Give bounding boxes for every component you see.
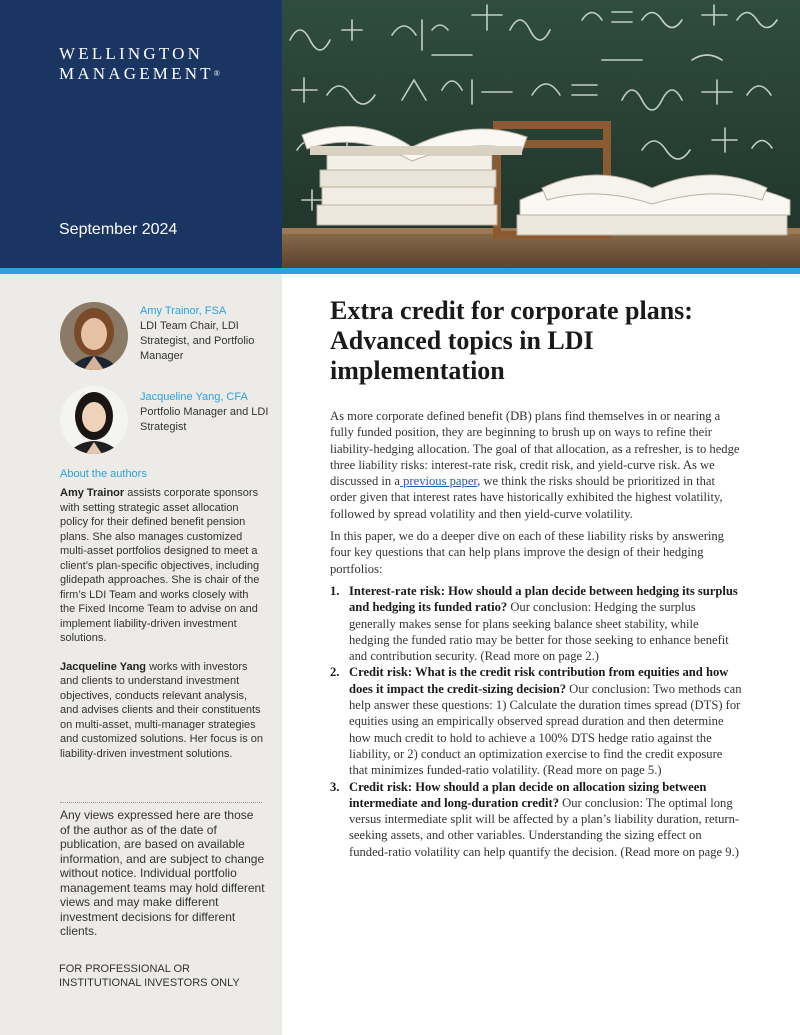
question-text: Credit risk: What is the credit risk contribution from equities and how does it impact the credit-sizing decision?	[349, 665, 729, 696]
header	[0, 0, 800, 268]
disclaimer: Any views expressed here are those of the author as of the date of publication, are based on available information, and are subject to change without notice. Individual portfolio management teams may hold different views and may make different investment decisions for different clients.	[60, 808, 265, 938]
article-body	[330, 408, 742, 860]
professional-investors-notice	[59, 962, 240, 990]
bio-text: assists corporate sponsors with setting strategic asset allocation policy for their defined benefit pension plans. She also manages customized multi-asset portfolios designed to meet a client’s plan-specific objectives, including glidepath approaches. She is chair of the firm’s LDI Team and works closely with the Fixed Income Team to advise on and implement liability-driven investment solutions.	[60, 487, 260, 644]
question-text: Interest-rate risk: How should a plan decide between hedging its surplus and hedging its funded ratio?	[349, 583, 738, 615]
author-name: Jacqueline Yang, CFA	[140, 391, 248, 403]
registered-mark: ®	[213, 69, 220, 78]
intro-text-continued: , we think the risks should be prioritized in that order given that interest rates have historically exhibited the highest volatility, followed by spread volatility and then yield-curve volatility.	[330, 474, 723, 521]
question-text: Credit risk: How should a plan decide on allocation sizing between intermediate and long-duration credit?	[349, 779, 707, 810]
wellington-logo	[59, 44, 220, 84]
about-authors-body	[60, 486, 266, 775]
list-item	[330, 779, 742, 860]
bio-text: works with investors and clients to understand investment objectives, conducts relevant analysis, and advises clients and their constituents on multi-asset, multi-manager strategies and customized solutions. Her focus is on liability-driven investment solutions.	[60, 660, 263, 760]
list-item	[330, 664, 742, 778]
sidebar-divider	[60, 802, 262, 803]
author-role: LDI Team Chair, LDI Strategist, and Portfolio Manager	[140, 320, 255, 362]
item-number: 1.	[330, 583, 340, 598]
header-brand-panel	[0, 0, 282, 268]
answer-text: Our conclusion: Two methods can help answer these questions: 1) Calculate the duration times spread (DTS) for equities using an empirically observed spread duration and then determine how much credit to hold to achieve a 100% DTS hedge ratio against the liability, or 2) conduct an optimization exercise to find the credit exposure that minimizes funded-ratio volatility. (Read more on page 5.)	[349, 681, 742, 778]
logo-line-2: MANAGEMENT	[59, 64, 214, 83]
header-photo-chalkboard-books	[282, 0, 800, 268]
avatar-amy-trainor	[60, 302, 128, 370]
bio-jacqueline	[60, 660, 266, 762]
notice-line-1: FOR PROFESSIONAL OR	[59, 963, 191, 975]
bio-name: Amy Trainor	[60, 487, 125, 499]
logo-line-1: WELLINGTON	[59, 44, 204, 63]
paper-overview-paragraph: In this paper, we do a deeper dive on each of these liability risks by answering four key questions that can help plans improve the design of their hedging portfolios:	[330, 529, 724, 576]
page-title: Extra credit for corporate plans: Advanced topics in LDI implementation	[330, 296, 693, 385]
author-name: Amy Trainor, FSA	[140, 305, 227, 317]
intro-paragraph	[330, 408, 742, 522]
key-questions-list	[330, 583, 742, 860]
main-content	[330, 296, 742, 860]
author-info-jacqueline	[140, 390, 270, 435]
sidebar	[0, 274, 282, 1035]
about-authors-heading: About the authors	[60, 468, 147, 480]
avatar-jacqueline-yang	[60, 386, 128, 454]
previous-paper-link[interactable]: previous paper	[399, 474, 478, 489]
intro-text: As more corporate defined benefit (DB) plans find themselves in or nearing a fully funded position, they are beginning to brush up on ways to refine their liability-hedging allocation. The goal of that allocation, as a refresher, is to hedge three liability risks: interest-rate risk, credit risk, and yield-curve risk. As we discussed in a	[330, 409, 740, 489]
bio-name: Jacqueline Yang	[60, 660, 147, 673]
author-role: Portfolio Manager and LDI Strategist	[140, 406, 269, 433]
answer-text: Our conclusion: Hedging the surplus generally makes sense for plans seeking balance sheet stability, while hedging the funded ratio may be better for those seeking to enhance benefit and contribution security. (Read more on page 2.)	[349, 600, 729, 664]
notice-line-2: INSTITUTIONAL INVESTORS ONLY	[59, 977, 240, 989]
item-number: 2.	[330, 665, 340, 680]
bio-amy	[60, 486, 266, 646]
author-info-amy	[140, 304, 270, 364]
list-item	[330, 583, 742, 664]
item-number: 3.	[330, 779, 340, 794]
answer-text: Our conclusion: The optimal long versus intermediate split will be affected by a plan’s liability duration, return-seeking assets, and other variables. Understanding the sizing effect on funded-ratio volatility can help quantify the decision. (Read more on page 9.)	[349, 795, 740, 859]
publication-date: September 2024	[59, 221, 178, 238]
